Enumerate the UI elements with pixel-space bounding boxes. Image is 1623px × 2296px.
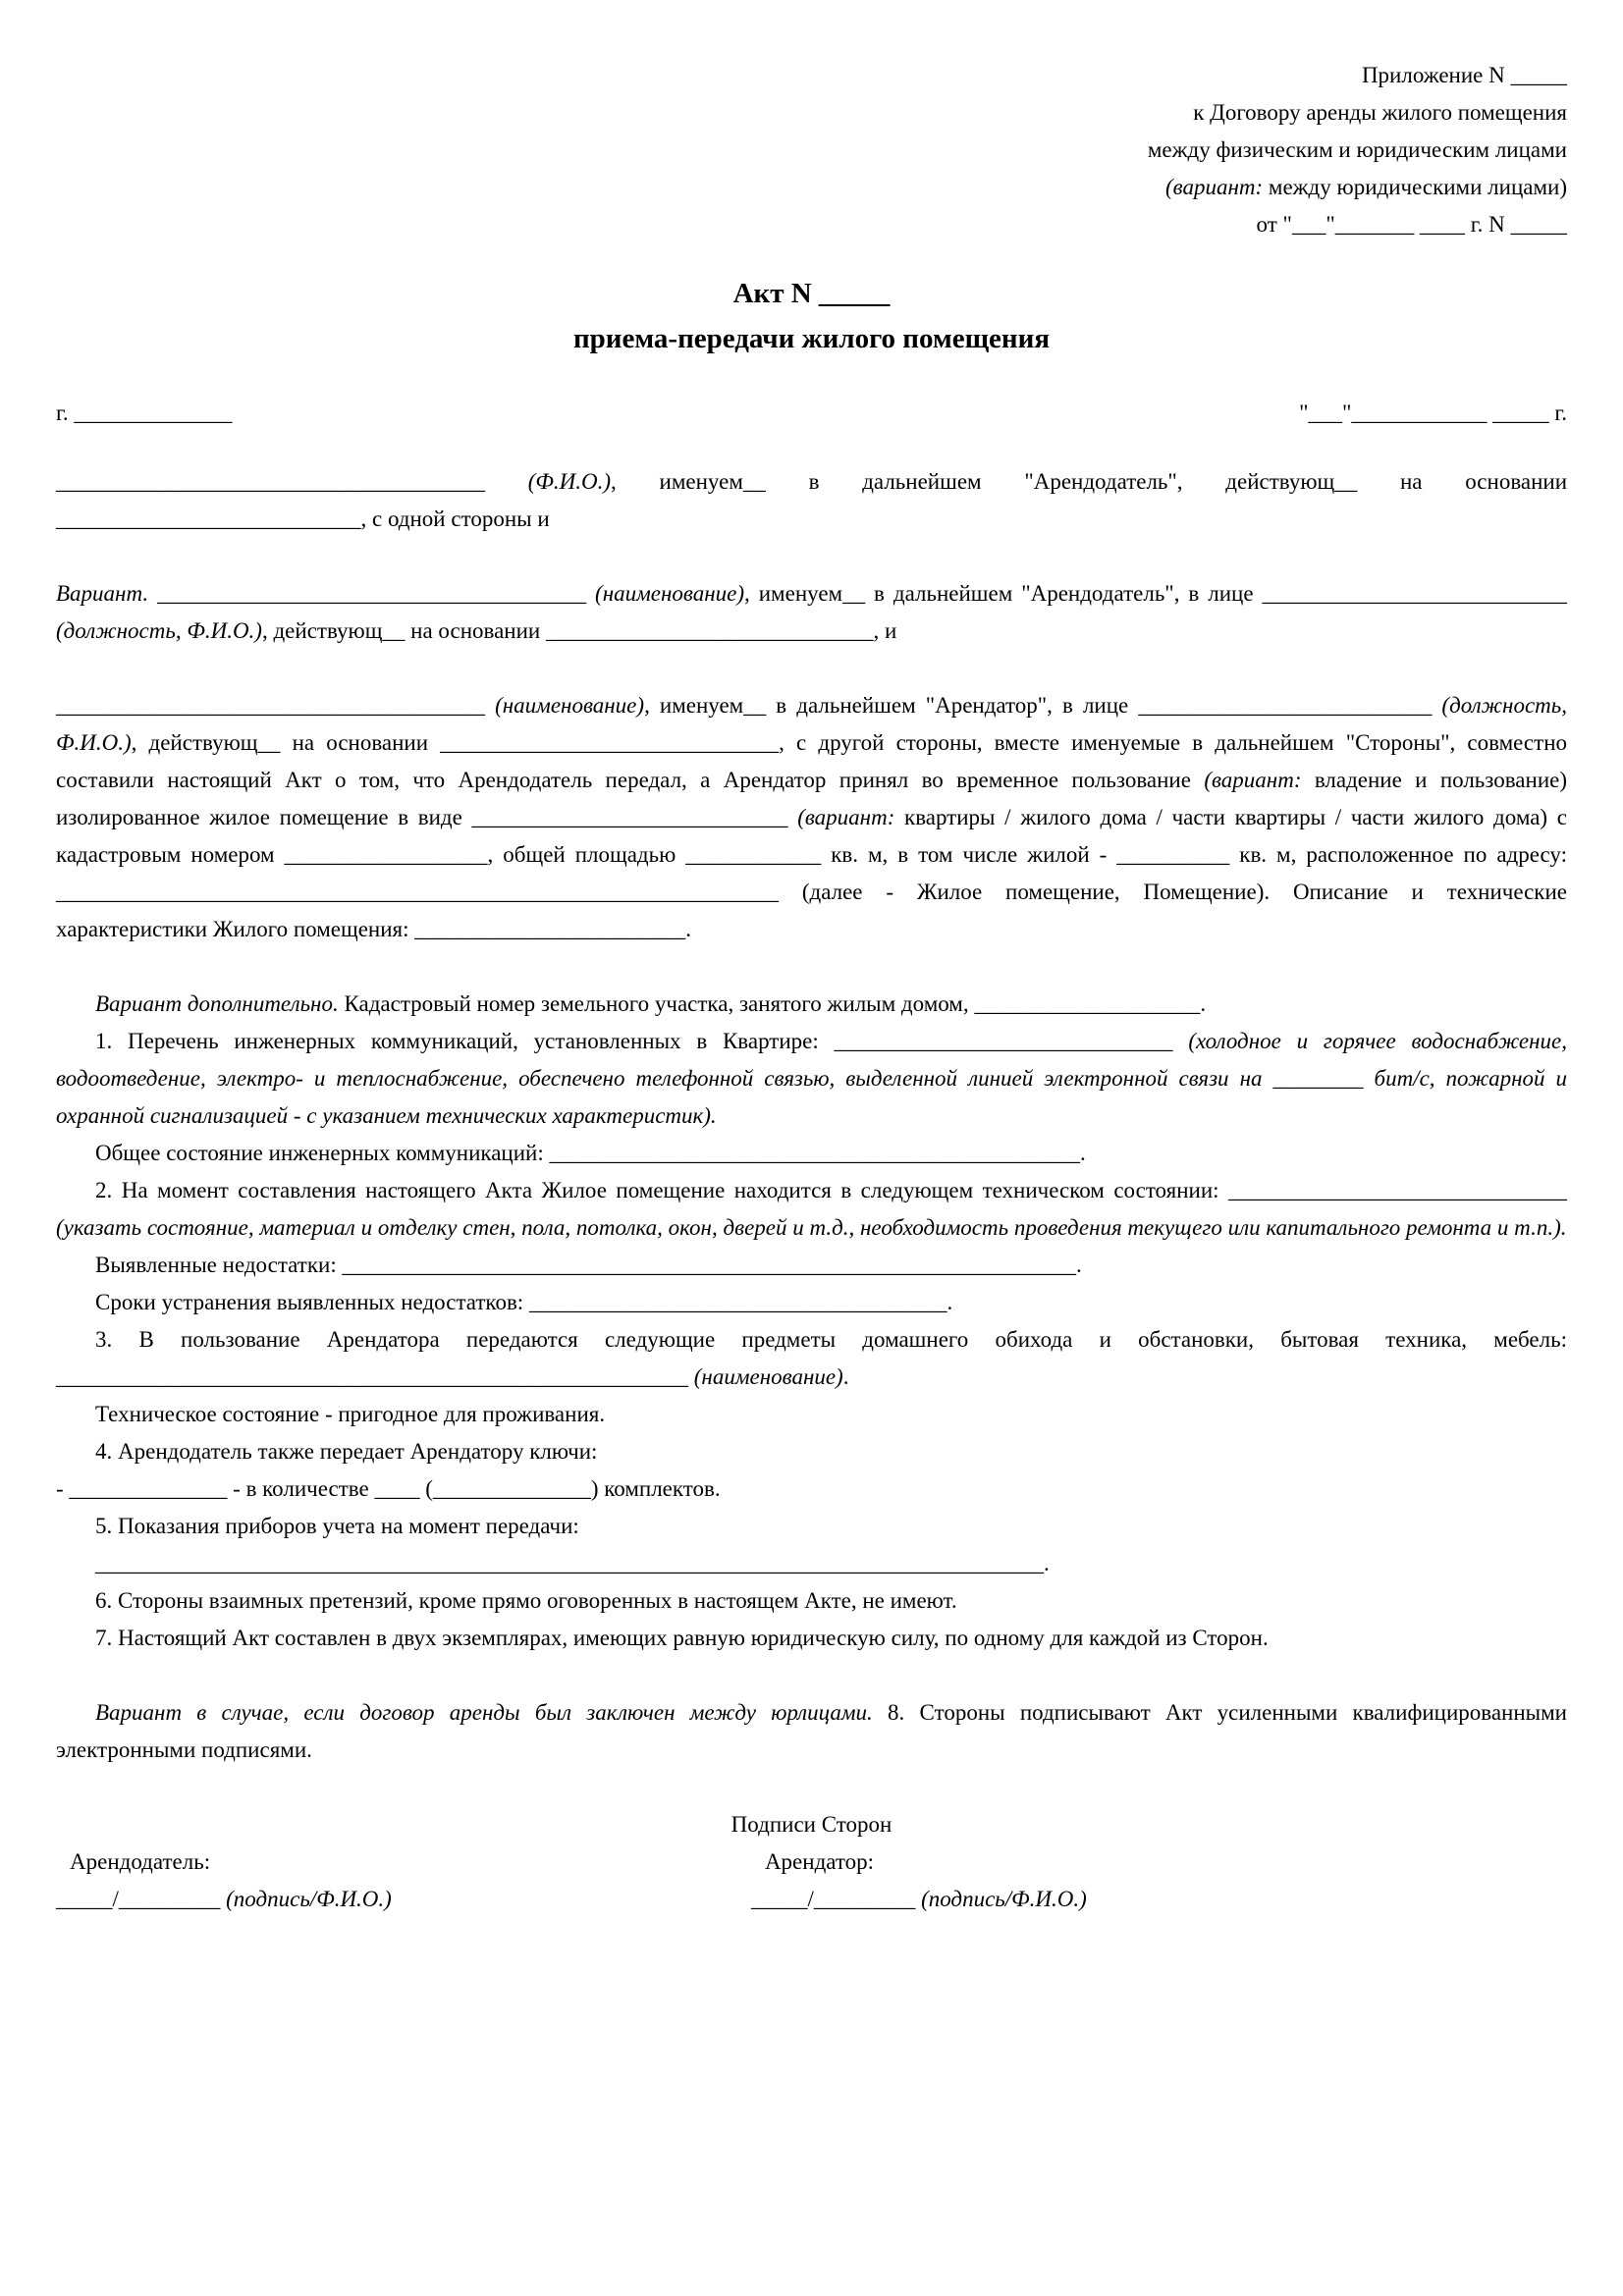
text-run: 3. В пользование Арендатора передаются следующие предметы домашнего обихода и обстановки, бытовая техника, мебель: ________________________________________________________: [56, 1327, 1567, 1389]
text-run: , действующ__ на основании ______________________________, с другой стороны, вместе именуемые в дальнейшем "Стороны", совместно составили настоящий Акт о том, что Арендодатель передал, а Арендатор принял во временное пользование: [56, 730, 1567, 792]
text-run: Выявленные недостатки: _________________________________________________________________.: [95, 1253, 1082, 1277]
tenant-signature-line: [751, 1881, 1567, 1918]
italic-run: (Ф.И.О.): [527, 469, 612, 494]
appendix-number-line: [56, 57, 1567, 94]
item-4-keys-paragraph: [56, 1433, 1567, 1470]
italic-run: (вариант:: [797, 805, 895, 829]
text-run: ______________________________________: [56, 469, 528, 494]
technical-state-paragraph: [56, 1396, 1567, 1433]
appendix-ref-line: [56, 94, 1567, 132]
text-run: 8. Стороны подписывают Акт усиленными квалифицированными электронными подписями.: [56, 1700, 1567, 1762]
text-run: владение и пользование) изолированное жилое помещение в виде ____________________________: [56, 768, 1567, 829]
italic-run: Вариант дополнительно.: [95, 991, 339, 1016]
text-run: _____/_________: [750, 1887, 922, 1911]
text-run: , именуем__ в дальнейшем "Арендодатель", действующ__ на основании ___________________________, с одной стороны и: [56, 469, 1568, 531]
defects-deadline-paragraph: [56, 1284, 1567, 1321]
item-3-household-items-paragraph: [56, 1321, 1567, 1396]
text-run: Сроки устранения выявленных недостатков: _____________________________________.: [95, 1290, 953, 1314]
text-run: Техническое состояние - пригодное для проживания.: [95, 1402, 606, 1426]
signatures-section: [56, 1806, 1567, 1918]
item-6-no-claims-paragraph: [56, 1582, 1567, 1620]
item-2-technical-condition-paragraph: [56, 1172, 1567, 1247]
text-run: Кадастровый номер земельного участка, занятого жилым домом, ____________________.: [338, 991, 1207, 1016]
italic-run: (вариант:: [1204, 768, 1302, 792]
landlord-signature-line: [56, 1881, 751, 1918]
appendix-header: [56, 57, 1567, 243]
appendix-parties-line: [56, 132, 1567, 169]
italic-run: (холодное и горячее водоснабжение, водоотведение, электро- и теплоснабжение, обеспечено телефонной связью, выделенной линией электронной связи на ________ бит/с, пожарной и охранной сигнализацией - с указанием технических характеристик).: [56, 1029, 1568, 1128]
text-run: Приложение N _____: [1361, 63, 1567, 87]
city-field: г. ______________: [56, 400, 233, 425]
italic-run: (указать состояние, материал и отделку стен, пола, потолка, окон, дверей и т.д., необходимость проведения текущего или капитального ремонта и т.п.).: [56, 1215, 1567, 1240]
item-1-communications-paragraph: [56, 1023, 1567, 1135]
item-8-esign-variant-paragraph: [56, 1694, 1567, 1769]
appendix-date-line: [56, 206, 1567, 243]
italic-run: (подпись/Ф.И.О.): [921, 1887, 1087, 1911]
tenant-signature-block: [751, 1843, 1567, 1918]
landlord-signature-block: [56, 1843, 751, 1918]
text-run: , именуем__ в дальнейшем "Арендатор", в лице __________________________: [644, 693, 1442, 718]
text-run: от "___"_______ ____ г. N _____: [1256, 212, 1567, 237]
communications-condition-paragraph: [56, 1135, 1567, 1172]
act-title: [56, 271, 1567, 361]
text-run: .: [842, 1364, 849, 1389]
text-run: к Договору аренды жилого помещения: [1193, 100, 1567, 125]
act-body: [56, 463, 1567, 1769]
italic-run: (вариант:: [1164, 175, 1264, 199]
item-5-meter-readings-paragraph: [56, 1508, 1567, 1545]
tenant-label: Арендатор:: [764, 1849, 875, 1874]
text-run: 5. Показания приборов учета на момент передачи:: [95, 1514, 579, 1538]
keys-quantity-line: [56, 1470, 1567, 1508]
italic-run: (должность, Ф.И.О.): [56, 618, 262, 643]
act-title-subject: приема-передачи жилого помещения: [572, 323, 1051, 354]
italic-run: (наименование): [495, 693, 645, 718]
landlord-entity-variant-paragraph: [56, 575, 1567, 650]
italic-run: (наименование): [693, 1364, 843, 1389]
signature-columns: [56, 1843, 1567, 1918]
text-run: Общее состояние инженерных коммуникаций: _______________________________________________.: [95, 1141, 1086, 1165]
defects-paragraph: [56, 1247, 1567, 1284]
text-run: ____________________________________________________________________________________.: [95, 1551, 1050, 1575]
text-run: , именуем__ в дальнейшем "Арендодатель", в лице ___________________________: [744, 581, 1568, 606]
meter-readings-blank-line: [56, 1545, 1567, 1582]
italic-run: (подпись/Ф.И.О.): [226, 1887, 392, 1911]
appendix-variant-line: [56, 169, 1567, 206]
date-field: "___"____________ _____ г.: [1299, 400, 1567, 425]
italic-run: (наименование): [595, 581, 745, 606]
text-run: , действующ__ на основании _____________________________, и: [261, 618, 897, 643]
text-run: квартиры / жилого дома / части квартиры / части жилого дома) с кадастровым номером __________________, общей площадью ____________ кв. м, в том числе жилой - __________ кв. м, расположенное по адресу: ________________________________________________________________ (далее - Жилое помещение, Помещение). Описание и технические характеристики Жилого помещения: ________________________.: [56, 805, 1567, 941]
text-run: между юридическими лицами): [1263, 175, 1567, 199]
tenant-and-premises-paragraph: [56, 687, 1567, 948]
signatures-title: Подписи Сторон: [730, 1812, 893, 1837]
text-run: 4. Арендодатель также передает Арендатору ключи:: [95, 1439, 598, 1464]
italic-run: Вариант в случае, если договор аренды был заключен между юрлицами.: [95, 1700, 873, 1725]
text-run: - ______________ - в количестве ____ (______________) комплектов.: [56, 1476, 721, 1501]
text-run: 2. На момент составления настоящего Акта Жилое помещение находится в следующем техническом состоянии: ______________________________: [95, 1178, 1567, 1202]
italic-run: Вариант.: [56, 581, 149, 606]
act-title-number: Акт N _____: [732, 278, 891, 309]
text-run: между физическим и юридическим лицами: [1147, 137, 1567, 162]
text-run: ______________________________________: [148, 581, 596, 606]
text-run: 7. Настоящий Акт составлен в двух экземплярах, имеющих равную юридическую силу, по одному для каждой из Сторон.: [95, 1626, 1269, 1650]
italic-run: (должность, Ф.И.О.): [56, 693, 1567, 755]
text-run: 6. Стороны взаимных претензий, кроме прямо оговоренных в настоящем Акте, не имеют.: [95, 1588, 957, 1613]
landlord-individual-paragraph: [56, 463, 1567, 538]
landlord-label: Арендодатель:: [70, 1849, 211, 1874]
text-run: 1. Перечень инженерных коммуникаций, установленных в Квартире: ______________________________: [95, 1029, 1189, 1053]
item-7-copies-paragraph: [56, 1620, 1567, 1657]
city-date-row: [56, 395, 1567, 432]
text-run: ______________________________________: [56, 693, 496, 718]
text-run: _____/_________: [56, 1887, 227, 1911]
land-plot-variant-paragraph: [56, 986, 1567, 1023]
